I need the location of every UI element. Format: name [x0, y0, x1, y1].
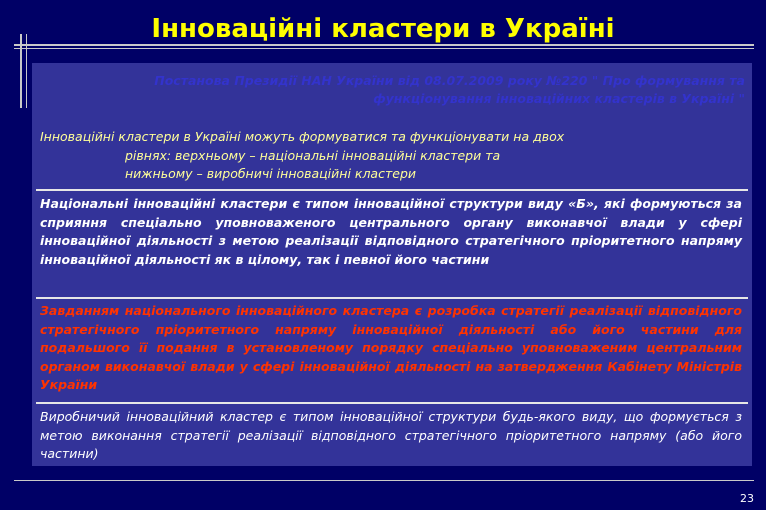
clusters-levels-line-1: Інноваційні кластери в Україні можуть формуватися та функціонувати на двох	[40, 129, 565, 144]
clusters-levels-text	[40, 128, 742, 184]
separator-line	[36, 297, 748, 299]
clusters-levels-line-3: нижньому – виробничі інноваційні кластери	[125, 166, 416, 181]
decorative-horizontal-line-thin	[14, 48, 754, 49]
separator-line	[36, 189, 748, 191]
clusters-levels-line-2: рівнях: верхньому – національні інноваційні кластери та	[125, 147, 501, 163]
decree-reference: Постанова Президії НАН України від 08.07.2009 року №220 " Про формування та функціонування інноваційних кластерів в Україні "	[154, 73, 745, 106]
decorative-horizontal-line	[14, 44, 754, 46]
national-cluster-task-text: Завданням національного інноваційного кластера є розробка стратегії реалізації відповідного стратегічного пріоритетного напряму інноваційної діяльності або його частини для подальшого її подання в установленому порядку спеціально уповноваженим центральним органом виконавчої влади у сфері інноваційної діяльності на затвердження Кабінету Міністрів України	[40, 303, 742, 392]
slide-title: Інноваційні кластери в Україні	[151, 14, 615, 44]
national-clusters-text: Національні інноваційні кластери є типом інноваційної структури виду «Б», які формуються за сприяння спеціально уповноваженого центрального органу виконавчої влади у сфері інноваційної діяльності з метою реалізації відповідного стратегічного пріоритетного напряму інноваційної діяльності як в цілому, так і певної його частини	[40, 196, 742, 267]
footer-line	[14, 480, 754, 481]
page-number: 23	[740, 492, 754, 505]
separator-line	[36, 402, 748, 404]
production-cluster-text: Виробничий інноваційний кластер є типом інноваційної структури будь-якого виду, що формується з метою виконання стратегії реалізації відповідного стратегічного пріоритетного напряму (або його частини)	[40, 409, 742, 461]
